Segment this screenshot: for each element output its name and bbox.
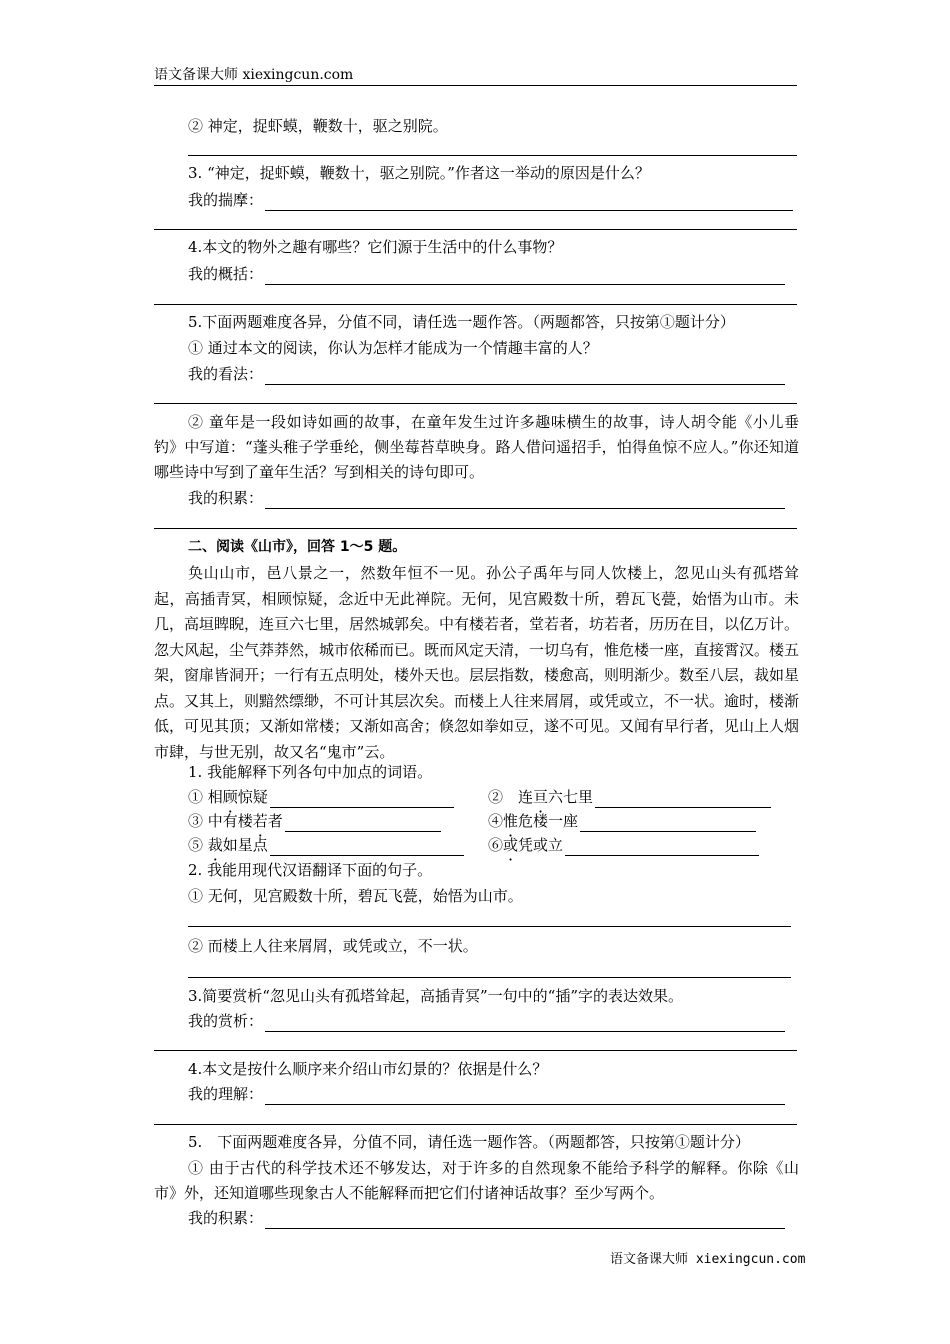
answer-line[interactable] xyxy=(154,1124,797,1125)
answer-label: 我的揣摩： xyxy=(188,191,264,209)
answer-blank[interactable] xyxy=(285,813,441,832)
s1-q2-item2: ② 神定，捉虾蟆，鞭数十，驱之别院。 xyxy=(188,117,448,135)
s2-q5-item1-answer xyxy=(188,1207,785,1229)
answer-line[interactable] xyxy=(154,528,797,529)
s1-q3-answer xyxy=(188,189,793,211)
s1-q4: 4.本文的物外之趣有哪些？它们源于生活中的什么事物？ xyxy=(188,238,563,256)
answer-blank[interactable] xyxy=(265,266,785,285)
s2-q1-item-e: ⑤ 裁如星点 xyxy=(188,834,464,856)
answer-blank[interactable] xyxy=(265,1210,785,1229)
answer-blank[interactable] xyxy=(270,789,454,808)
answer-label: 我的赏析： xyxy=(188,1012,264,1030)
s1-q5-item1-answer xyxy=(188,363,785,385)
answer-line[interactable] xyxy=(188,977,791,978)
s2-q2-item2: ② 而楼上人往来屑屑，或凭或立，不一状。 xyxy=(188,937,478,955)
s2-q1-item-c: ③ 中有楼若者 xyxy=(188,810,441,832)
answer-label: 我的概括： xyxy=(188,265,264,283)
s2-q5-item1: ① 由于古代的科学技术还不够发达，对于许多的自然现象不能给予科学的解释。你除《山市》外，还知道哪些现象古人不能解释而把它们付诸神话故事？至少写两个。 xyxy=(154,1159,799,1202)
answer-blank[interactable] xyxy=(265,1013,785,1032)
s2-q1-item-b: ② 连亘六七里 xyxy=(488,786,771,808)
answer-label: 我的看法： xyxy=(188,365,264,383)
answer-blank[interactable] xyxy=(265,192,793,211)
answer-blank[interactable] xyxy=(580,813,756,832)
header-text: 语文备课大师 xiexingcun.com xyxy=(154,67,354,83)
footer-text: 语文备课大师 xiexingcun.com xyxy=(610,1252,806,1267)
s1-q5-item2: ② 童年是一段如诗如画的故事，在童年发生过许多趣味横生的故事，诗人胡令能《小儿垂钓》中写道：“蓬头稚子学垂纶，侧坐莓苔草映身。路人借问遥招手，怕得鱼惊不应人。”你还知道哪些诗中写到了童年生活？写到相关的诗句即可。 xyxy=(154,413,799,481)
s1-q4-answer xyxy=(188,263,785,285)
answer-line[interactable] xyxy=(154,403,797,404)
s1-q5-item1: ① 通过本文的阅读，你认为怎样才能成为一个情趣丰富的人？ xyxy=(188,339,598,357)
section2-title: 二、阅读《山市》，回答 1～5 题。 xyxy=(188,539,407,555)
answer-line[interactable] xyxy=(188,155,797,156)
s1-q5-item2-answer xyxy=(188,487,785,509)
s2-q5: 5. 下面两题难度各异，分值不同，请任选一题作答。（两题都答，只按第①题计分） xyxy=(188,1133,750,1151)
s1-q3: 3. “神定，捉虾蟆，鞭数十，驱之别院。”作者这一举动的原因是什么？ xyxy=(188,164,650,182)
answer-blank[interactable] xyxy=(265,366,785,385)
answer-label: 我的积累： xyxy=(188,489,264,507)
s2-q3: 3.简要赏析“忽见山头有孤塔耸起，高插青冥”一句中的“插”字的表达效果。 xyxy=(188,987,683,1005)
s2-q2: 2. 我能用现代汉语翻译下面的句子。 xyxy=(188,861,433,879)
answer-blank[interactable] xyxy=(265,490,785,509)
header-rule xyxy=(154,85,797,86)
answer-line[interactable] xyxy=(154,1050,797,1051)
answer-line[interactable] xyxy=(188,926,791,927)
answer-blank[interactable] xyxy=(265,1086,785,1105)
answer-label: 我的理解： xyxy=(188,1085,264,1103)
s2-q4: 4.本文是按什么顺序来介绍山市幻景的？依据是什么？ xyxy=(188,1060,548,1078)
s2-q2-item1: ① 无何，见宫殿数十所，碧瓦飞甍，始悟为山市。 xyxy=(188,887,523,905)
answer-blank[interactable] xyxy=(595,789,771,808)
s2-q1: 1. 我能解释下列各句中加点的词语。 xyxy=(188,763,433,781)
s2-q4-answer xyxy=(188,1083,785,1105)
s2-q1-item-d: ④惟危楼一座 xyxy=(488,810,756,832)
s2-q1-item-f: ⑥或凭或立 xyxy=(488,834,759,856)
answer-line[interactable] xyxy=(154,229,797,230)
s1-q5: 5.下面两题难度各异，分值不同，请任选一题作答。（两题都答，只按第①题计分） xyxy=(188,313,735,331)
answer-line[interactable] xyxy=(154,304,797,305)
answer-blank[interactable] xyxy=(565,837,759,856)
s2-q1-item-a: ① 相顾惊疑 xyxy=(188,786,454,808)
answer-label: 我的积累： xyxy=(188,1209,264,1227)
passage: 奂山山市，邑八景之一，然数年恒不一见。孙公子禹年与同人饮楼上，忽见山头有孤塔耸起，高插青冥，相顾惊疑，念近中无此禅院。无何，见宫殿数十所，碧瓦飞甍，始悟为山市。未几，高垣睥睨，连亘六七里，居然城郭矣。中有楼若者，堂若者，坊若者，历历在目，以亿万计。忽大风起，尘气莽莽然，城市依稀而已。既而风定天清，一切乌有，惟危楼一座，直接霄汉。楼五架，窗扉皆洞开；一行有五点明处，楼外天也。层层指数，楼愈高，则明渐少。数至八层，裁如星点。又其上，则黯然缥缈，不可计其层次矣。而楼上人往来屑屑，或凭或立，不一状。逾时，楼渐低，可见其顶；又渐如常楼；又渐如高舍；倏忽如拳如豆，遂不可见。又闻有早行者，见山上人烟市肆，与世无别，故又名“鬼市”云。 xyxy=(154,564,800,761)
s2-q3-answer xyxy=(188,1010,785,1032)
answer-blank[interactable] xyxy=(270,837,464,856)
